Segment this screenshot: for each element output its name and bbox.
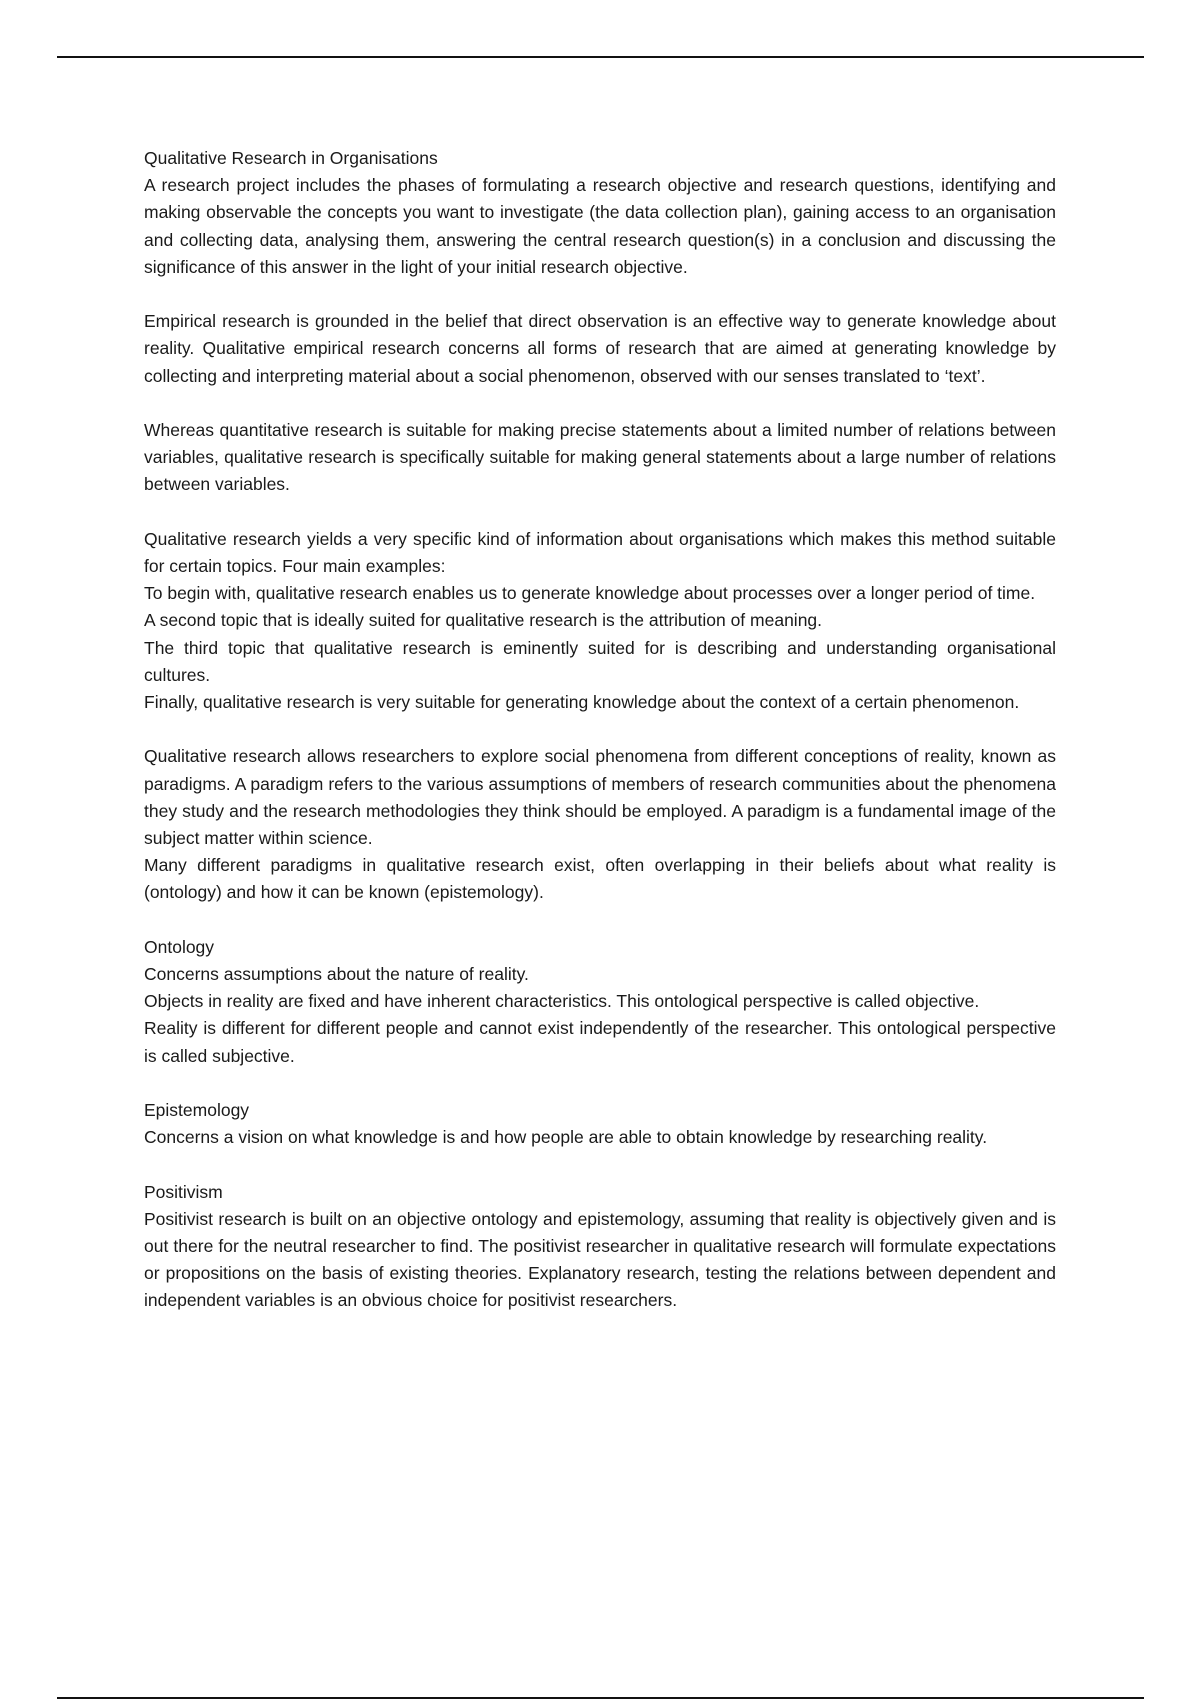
- paragraph-spacer: [144, 1151, 1056, 1178]
- paragraph-yields: Qualitative research yields a very specific kind of information about organisations which makes this method suitable for certain topics. Four main examples:: [144, 528, 1056, 576]
- paragraph-ontology-1: Concerns assumptions about the nature of reality.: [144, 964, 529, 985]
- document-body: [144, 145, 1056, 1315]
- paragraph-epistemology: Concerns a vision on what knowledge is and how people are able to obtain knowledge by researching reality.: [144, 1127, 988, 1148]
- paragraph-spacer: [144, 907, 1056, 934]
- paragraph-example-3: The third topic that qualitative research is eminently suited for is describing and understanding organisational cultures.: [144, 637, 1056, 685]
- paragraph-whereas: Whereas quantitative research is suitable for making precise statements about a limited number of relations between variables, qualitative research is specifically suitable for making general statements about a large number of relations between variables.: [144, 420, 1056, 495]
- paragraph-many-paradigms: Many different paradigms in qualitative research exist, often overlapping in their beliefs about what reality is (ontology) and how it can be known (epistemology).: [144, 855, 1056, 903]
- paragraph-spacer: [144, 716, 1056, 743]
- paragraph-paradigms: Qualitative research allows researchers to explore social phenomena from different conceptions of reality, known as paradigms. A paradigm refers to the various assumptions of members of research communities about the phenomena they study and the research methodologies they think should be employed. A paradigm is a fundamental image of the subject matter within science.: [144, 746, 1056, 849]
- paragraph-positivism: Positivist research is built on an objective ontology and epistemology, assuming that reality is objectively given and is out there for the neutral researcher to find. The positivist researcher in qualitative research will formulate expectations or propositions on the basis of existing theories. Explanatory research, testing the relations between dependent and independent variables is an obvious choice for positivist researchers.: [144, 1208, 1056, 1311]
- paragraph-ontology-3: Reality is different for different people and cannot exist independently of the researcher. This ontological perspective is called subjective.: [144, 1018, 1056, 1066]
- paragraph-spacer: [144, 499, 1056, 526]
- heading-epistemology: Epistemology: [144, 1100, 250, 1121]
- footer-rule: [57, 1697, 1144, 1699]
- paragraph-example-2: A second topic that is ideally suited for qualitative research is the attribution of meaning.: [144, 610, 823, 631]
- paragraph-spacer: [144, 1070, 1056, 1097]
- paragraph-ontology-2: Objects in reality are fixed and have inherent characteristics. This ontological perspective is called objective.: [144, 991, 980, 1012]
- paragraph-empirical: Empirical research is grounded in the belief that direct observation is an effective way to generate knowledge about reality. Qualitative empirical research concerns all forms of research that are aimed at generating knowledge by collecting and interpreting material about a social phenomenon, observed with our senses translated to ‘text’.: [144, 311, 1056, 386]
- paragraph-spacer: [144, 281, 1056, 308]
- header-rule: [57, 56, 1144, 58]
- paragraph-spacer: [144, 390, 1056, 417]
- document-title: Qualitative Research in Organisations: [144, 148, 438, 168]
- heading-ontology: Ontology: [144, 936, 215, 957]
- heading-positivism: Positivism: [144, 1181, 223, 1202]
- paragraph-intro: A research project includes the phases of formulating a research objective and research questions, identifying and making observable the concepts you want to investigate (the data collection plan), gaining access to an organisation and collecting data, analysing them, answering the central research question(s) in a conclusion and discussing the significance of this answer in the light of your initial research objective.: [144, 175, 1056, 277]
- paragraph-example-4: Finally, qualitative research is very suitable for generating knowledge about the context of a certain phenomenon.: [144, 692, 1020, 713]
- paragraph-example-1: To begin with, qualitative research enables us to generate knowledge about processes over a longer period of time.: [144, 583, 1036, 604]
